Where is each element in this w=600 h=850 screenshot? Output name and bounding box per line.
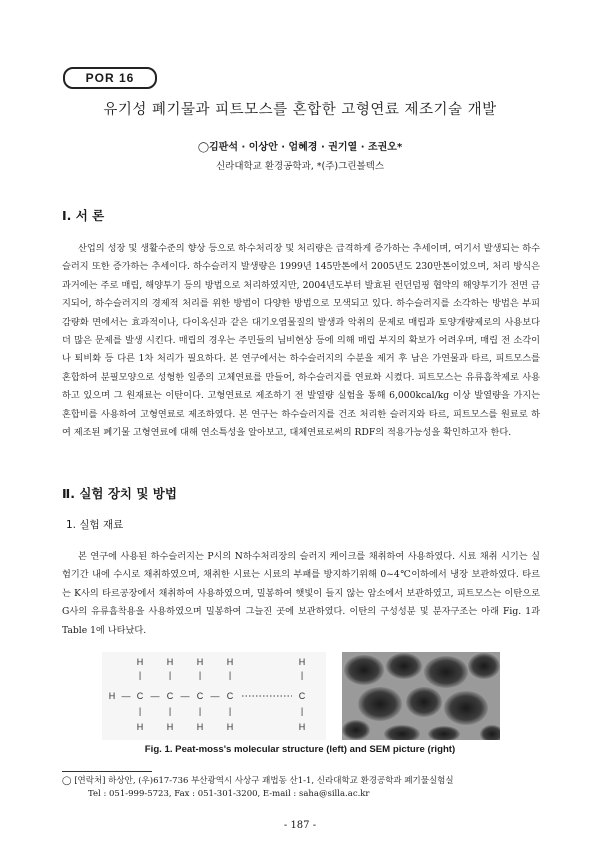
footnote — [62, 775, 454, 800]
atom-h: H — [226, 722, 234, 732]
bond: — — [121, 691, 131, 701]
session-badge: POR 16 — [63, 67, 157, 89]
atom-h: H — [136, 657, 144, 667]
bond: | — [300, 670, 304, 680]
atom-c: C — [226, 691, 234, 701]
authors: ◯김판석 · 이상안 · 엄혜경 · 권기열 · 조권오* — [197, 142, 403, 153]
page-number: - 187 - — [283, 820, 317, 831]
bond: | — [138, 670, 142, 680]
figure-1 — [102, 652, 500, 740]
bond: | — [198, 706, 202, 716]
affiliation: 신라대학교 환경공학과, *(주)그린볼텍스 — [215, 161, 385, 172]
atom-c: C — [166, 691, 174, 701]
sem-picture — [342, 652, 500, 740]
atom-c: C — [136, 691, 144, 701]
materials-paragraph: 본 연구에 사용된 하수슬러지는 P시의 N하수처리장의 슬러지 케이크를 채취하여 사용하였다. 시료 채취 시기는 실험기간 내에 수시로 채취하였으며, 채취한 시료는 시료의 부패를 방지하기위해 0~4℃이하에서 냉장 보관하였다. 타르는 K사의 타르공장에서 채취하여 사용하였으며, 밀봉하여 햇빛이 들지 않는 암소에서 보관하였고, 피트모스는 이탄으로 G사의 유류흡착용을 사용하였으며 밀봉하여 그늘진 곳에 보관하였다. 이탄의 구성성분 및 분자구조는 아래 Fig. 1과 Table 1에 나타났다. — [62, 551, 540, 636]
bond: — — [150, 691, 160, 701]
bond: | — [300, 706, 304, 716]
bond: — — [180, 691, 190, 701]
bond: | — [168, 706, 172, 716]
materials-heading: 1. 실험 재료 — [66, 519, 124, 531]
figure-caption: Fig. 1. Peat-moss's molecular structure (left) and SEM picture (right) — [144, 744, 456, 755]
molecular-structure-diagram — [102, 652, 326, 740]
bond: | — [168, 670, 172, 680]
atom-h: H — [298, 657, 306, 667]
atom-h: H — [298, 722, 306, 732]
footnote-tel: Tel : 051-999-5723, Fax : 051-301-3200, E-mail : saha@silla.ac.kr — [88, 788, 370, 799]
bond: | — [228, 670, 232, 680]
atom-c: C — [298, 691, 306, 701]
bond: | — [198, 670, 202, 680]
atom-h: H — [196, 657, 204, 667]
atom-h: H — [166, 657, 174, 667]
bond: — — [210, 691, 220, 701]
intro-paragraph: 산업의 성장 및 생활수준의 향상 등으로 하수처리장 및 처리량은 급격하게 증가하는 추세이며, 여기서 발생되는 하수 슬러지 또한 증가하는 추세이다. 하수슬러지 발생량은 1999년 145만톤에서 2005년도 230만톤이었으며, 처리 방식은 과거에는 주로 매립, 해양투기 등의 방법으로 처리하였지만, 2004년도부터 발효된 런던덤핑 협약의 해양투기가 전면 금지되어, 하수슬러지의 경제적 처리를 위한 방법이 다양한 방법으로 모색되고 있다. 하수슬러지를 소각하는 방법은 부피 감량화 면에서는 효과적이나, 다이옥신과 같은 대기오염물질의 발생과 악취의 문제로 매립과 토양개량제로의 사용보다 더 많은 문제를 발생 시킨다. 매립의 경우는 주민들의 님비현상 등에 의해 매립 부지의 확보가 어려우며, 매립 전 소각이나 퇴비화 등 다른 1차 처리가 필요하다. 본 연구에서는 하수슬러지의 수분을 제거 후 남은 가연물과 타르, 피트모스를 혼합하여 분필모양으로 성형한 일종의 고체연료를 만들어, 하수슬러지를 연료화 시켰다. 피트모스는 유류흡착제로 사용하고 있으며 그 원재료는 이탄이다. 고형연료로 제조하기 전 발열량 실험을 통해 6,000kcal/kg 이상 발열량을 가지는 혼합비를 사용하여 고형연료로 제조하였다. 본 연구는 하수슬러지를 건조 처리한 슬러지와 타르, 피트모스를 원료로 하여 제조된 폐기물 고형연료에 대해 연소특성을 알아보고, 대체연료로써의 RDF의 적용가능성을 확인하고자 한다. — [62, 243, 540, 439]
bond: | — [228, 706, 232, 716]
atom-h: H — [136, 722, 144, 732]
method-heading: Ⅱ. 실험 장치 및 방법 — [62, 486, 177, 501]
atom-h: H — [108, 691, 116, 701]
paper-title: 유기성 폐기물과 피트모스를 혼합한 고형연료 제조기술 개발 — [103, 102, 497, 118]
atom-c: C — [196, 691, 204, 701]
footnote-contact: ◯ [연락처] 하상안, (우)617-736 부산광역시 사상구 괘법동 산1-1, 신라대학교 환경공학과 폐기물실험실 — [62, 776, 454, 786]
atom-h: H — [196, 722, 204, 732]
atom-h: H — [226, 657, 234, 667]
bond: | — [138, 706, 142, 716]
atom-h: H — [166, 722, 174, 732]
footnote-rule — [62, 771, 152, 772]
intro-heading: Ⅰ. 서 론 — [62, 208, 105, 223]
